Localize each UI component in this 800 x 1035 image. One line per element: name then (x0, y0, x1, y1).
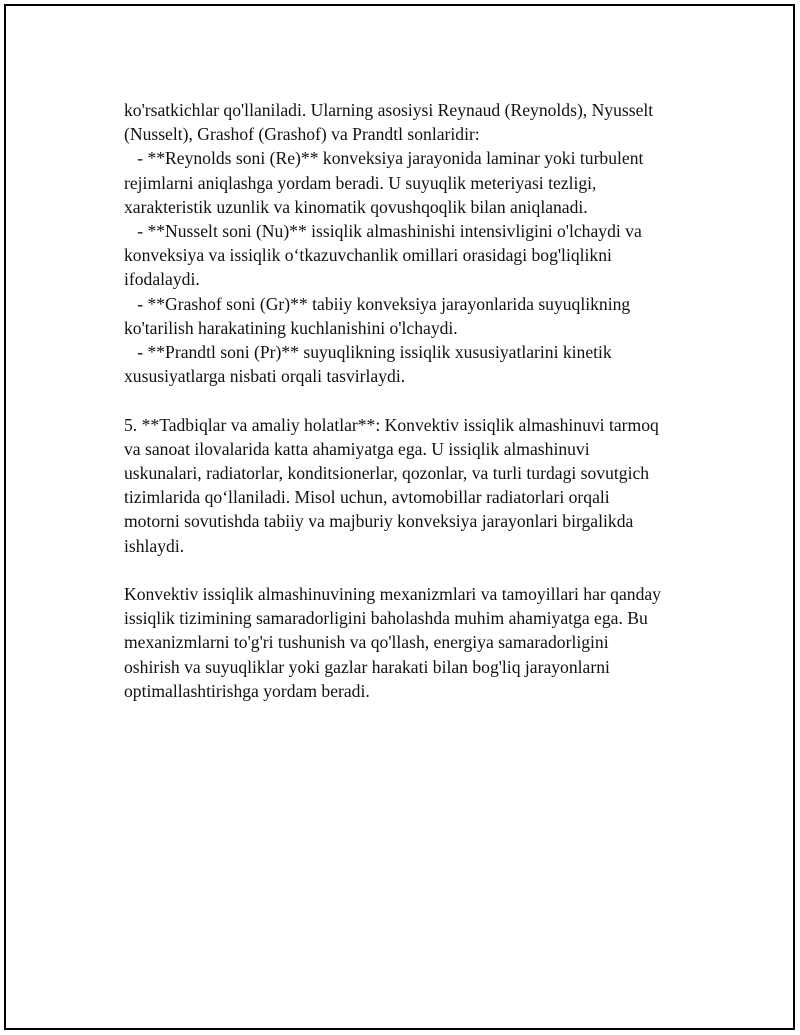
text-line: xarakteristik uzunlik va kinomatik qovushqoqlik bilan aniqlanadi. (124, 196, 588, 217)
paragraph-dimensionless-numbers (124, 98, 704, 388)
text-line: xususiyatlarga nisbati orqali tasvirlaydi. (124, 366, 406, 387)
paragraph-conclusion (124, 582, 704, 703)
text-line: uskunalari, radiatorlar, konditsionerlar, qozonlar, va turli turdagi sovutgich (124, 463, 650, 484)
text-line: mexanizmlarni to'g'ri tushunish va qo'llash, energiya samaradorligini (124, 632, 609, 653)
text-line: tizimlarida qo‘llaniladi. Misol uchun, avtomobillar radiatorlari orqali (124, 487, 610, 508)
paragraph-applications (124, 413, 704, 558)
list-item-nusselt: - **Nusselt soni (Nu)** issiqlik almashinishi intensivligini o'lchaydi va (124, 221, 642, 242)
text-line: ko'tarilish harakatining kuchlanishini o'lchaydi. (124, 317, 458, 338)
text-line: rejimlarni aniqlashga yordam beradi. U suyuqlik meteriyasi tezligi, (124, 172, 597, 193)
list-item-grashof: - **Grashof soni (Gr)** tabiiy konveksiya jarayonlarida suyuqlikning (124, 293, 631, 314)
text-line: konveksiya va issiqlik o‘tkazuvchanlik omillari orasidagi bog'liqlikni (124, 245, 612, 266)
text-line: issiqlik tizimining samaradorligini baholashda muhim ahamiyatga ega. Bu (124, 608, 648, 629)
text-line: optimallashtirishga yordam beradi. (124, 680, 370, 701)
page (4, 4, 795, 1030)
text-line: motorni sovutishda tabiiy va majburiy konveksiya jarayonlari birgalikda (124, 511, 634, 532)
paragraph-gap (124, 558, 704, 582)
document-body (124, 98, 704, 703)
list-item-prandtl: - **Prandtl soni (Pr)** suyuqlikning issiqlik xususiyatlarini kinetik (124, 342, 612, 363)
text-line: ishlaydi. (124, 535, 185, 556)
paragraph-gap (124, 388, 704, 412)
text-line: oshirish va suyuqliklar yoki gazlar harakati bilan bog'liq jarayonlarni (124, 656, 610, 677)
text-line: ko'rsatkichlar qo'llaniladi. Ularning asosiysi Reynaud (Reynolds), Nyusselt (124, 100, 654, 120)
text-line: ifodalaydi. (124, 269, 200, 290)
text-line: 5. **Tadbiqlar va amaliy holatlar**: Konvektiv issiqlik almashinuvi tarmoq (124, 414, 659, 435)
list-item-reynolds: - **Reynolds soni (Re)** konveksiya jarayonida laminar yoki turbulent (124, 148, 644, 169)
text-line: va sanoat ilovalarida katta ahamiyatga ega. U issiqlik almashinuvi (124, 438, 590, 459)
text-line: (Nusselt), Grashof (Grashof) va Prandtl sonlaridir: (124, 124, 480, 145)
text-line: Konvektiv issiqlik almashinuvining mexanizmlari va tamoyillari har qanday (124, 584, 661, 605)
